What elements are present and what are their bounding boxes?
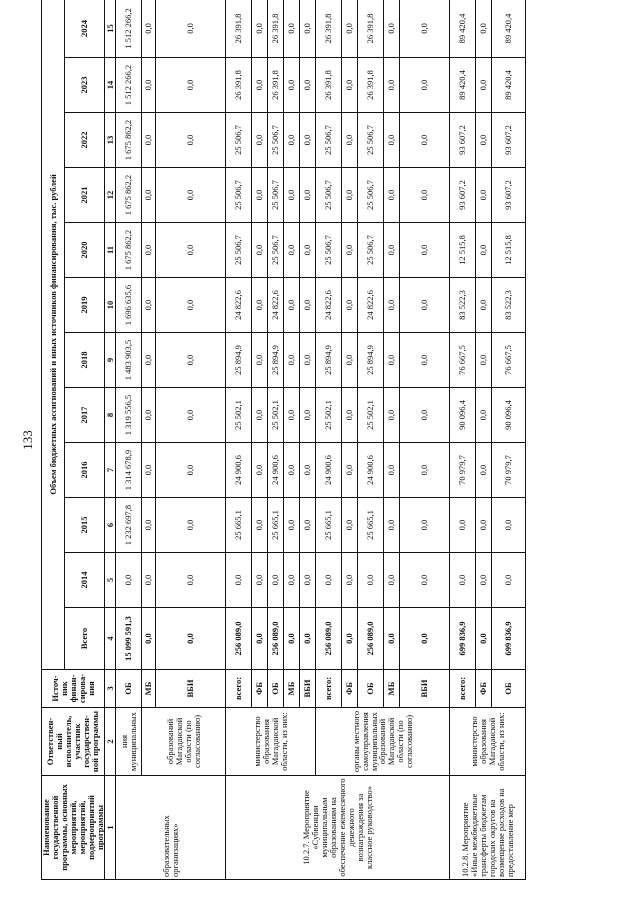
value-cell: 0,0 — [476, 223, 492, 278]
value-cell: 24 822,6 — [226, 278, 252, 333]
value-cell: 0,0 — [156, 278, 226, 333]
value-cell: 0,0 — [252, 498, 268, 553]
value-cell: 1 483 903,5 — [116, 333, 142, 388]
value-cell: 0,0 — [316, 553, 342, 608]
source-cell: МБ — [284, 670, 300, 708]
value-cell: 0,0 — [300, 333, 316, 388]
value-cell: 89 420,4 — [492, 58, 526, 113]
value-cell: 1 512 266,2 — [116, 58, 142, 113]
value-cell: 1 512 266,2 — [116, 0, 142, 58]
value-cell: 0,0 — [342, 443, 358, 498]
value-cell: 0,0 — [268, 553, 284, 608]
program-name-cell: 10.2.8. Мероприятие «Иные межбюджетные трансферты бюджетам городских округов на возмещение расходов на предоставление мер — [450, 776, 526, 880]
value-cell: 25 506,7 — [358, 223, 384, 278]
source-cell: ОБ — [358, 670, 384, 708]
value-cell: 25 502,1 — [268, 388, 284, 443]
value-cell: 25 506,7 — [268, 168, 284, 223]
value-cell: 0,0 — [284, 498, 300, 553]
value-cell: 0,0 — [142, 333, 156, 388]
value-cell: 25 506,7 — [226, 168, 252, 223]
value-cell: 0,0 — [156, 498, 226, 553]
value-cell: 0,0 — [142, 58, 156, 113]
responsible-cell: образований Магаданской области (по согласованию) — [142, 708, 226, 776]
value-cell: 0,0 — [300, 388, 316, 443]
value-cell: 24 900,6 — [268, 443, 284, 498]
value-cell: 0,0 — [384, 113, 400, 168]
value-cell: 0,0 — [284, 223, 300, 278]
value-cell: 0,0 — [400, 333, 450, 388]
value-cell: 25 506,7 — [316, 168, 342, 223]
value-cell: 26 391,8 — [268, 58, 284, 113]
value-cell: 0,0 — [156, 0, 226, 58]
value-cell: 25 506,7 — [358, 168, 384, 223]
value-cell: 24 822,6 — [358, 278, 384, 333]
value-cell: 25 502,1 — [226, 388, 252, 443]
value-cell: 24 822,6 — [268, 278, 284, 333]
value-cell: 0,0 — [142, 113, 156, 168]
source-cell: ФБ — [342, 670, 358, 708]
value-cell: 26 391,8 — [358, 58, 384, 113]
total-cell: 0,0 — [476, 608, 492, 670]
table-body — [116, 0, 526, 880]
value-cell: 26 391,8 — [226, 58, 252, 113]
total-cell: 0,0 — [252, 608, 268, 670]
value-cell: 93 607,2 — [492, 113, 526, 168]
value-cell: 0,0 — [156, 113, 226, 168]
value-cell: 25 506,7 — [268, 223, 284, 278]
value-cell: 25 894,9 — [226, 333, 252, 388]
value-cell: 0,0 — [116, 553, 142, 608]
value-cell: 0,0 — [384, 168, 400, 223]
value-cell: 1 319 556,5 — [116, 388, 142, 443]
value-cell: 25 502,1 — [316, 388, 342, 443]
value-cell: 89 420,4 — [450, 58, 476, 113]
value-cell: 0,0 — [476, 58, 492, 113]
value-cell: 0,0 — [342, 278, 358, 333]
value-cell: 0,0 — [252, 278, 268, 333]
value-cell: 89 420,4 — [492, 0, 526, 58]
value-cell: 0,0 — [156, 388, 226, 443]
value-cell: 0,0 — [400, 278, 450, 333]
source-cell: ОБ — [492, 670, 526, 708]
total-cell: 256 089,0 — [358, 608, 384, 670]
value-cell: 0,0 — [252, 113, 268, 168]
header-year: 2022 — [65, 113, 105, 168]
value-cell: 0,0 — [156, 333, 226, 388]
table-row — [316, 0, 342, 880]
value-cell: 0,0 — [342, 0, 358, 58]
total-cell: 0,0 — [300, 608, 316, 670]
value-cell: 0,0 — [384, 0, 400, 58]
total-cell: 15 099 591,3 — [116, 608, 142, 670]
header-name: Наименование государственной программы, основных мероприятий, мероприятий, подмероприятий программы — [42, 776, 105, 880]
value-cell: 90 096,4 — [450, 388, 476, 443]
value-cell: 12 515,8 — [492, 223, 526, 278]
header-year: 2024 — [65, 0, 105, 58]
value-cell: 26 391,8 — [358, 0, 384, 58]
value-cell: 83 522,3 — [492, 278, 526, 333]
source-cell: ОБ — [116, 670, 142, 708]
header-year: 2021 — [65, 168, 105, 223]
source-cell: всего: — [316, 670, 342, 708]
value-cell: 1 232 697,8 — [116, 498, 142, 553]
header-year: 2020 — [65, 223, 105, 278]
total-cell: 0,0 — [342, 608, 358, 670]
value-cell: 26 391,8 — [316, 0, 342, 58]
value-cell: 0,0 — [142, 0, 156, 58]
value-cell: 0,0 — [492, 553, 526, 608]
value-cell: 0,0 — [300, 113, 316, 168]
value-cell: 0,0 — [400, 0, 450, 58]
value-cell: 0,0 — [300, 498, 316, 553]
total-cell: 0,0 — [156, 608, 226, 670]
source-cell: всего: — [226, 670, 252, 708]
value-cell: 25 665,1 — [268, 498, 284, 553]
value-cell: 0,0 — [384, 278, 400, 333]
value-cell: 25 506,7 — [358, 113, 384, 168]
value-cell: 24 900,6 — [358, 443, 384, 498]
value-cell: 0,0 — [476, 113, 492, 168]
value-cell: 0,0 — [300, 443, 316, 498]
value-cell: 0,0 — [142, 168, 156, 223]
value-cell: 0,0 — [284, 388, 300, 443]
value-cell: 0,0 — [252, 333, 268, 388]
value-cell: 0,0 — [284, 0, 300, 58]
value-cell: 0,0 — [156, 553, 226, 608]
source-cell: всего: — [450, 670, 476, 708]
total-cell: 0,0 — [400, 608, 450, 670]
value-cell: 0,0 — [300, 223, 316, 278]
value-cell: 0,0 — [476, 278, 492, 333]
value-cell: 1 314 678,9 — [116, 443, 142, 498]
value-cell: 0,0 — [384, 58, 400, 113]
value-cell: 0,0 — [384, 553, 400, 608]
header-year: 2017 — [65, 388, 105, 443]
header-year: 2016 — [65, 443, 105, 498]
value-cell: 0,0 — [342, 553, 358, 608]
value-cell: 1 675 862,2 — [116, 223, 142, 278]
value-cell: 25 506,7 — [316, 223, 342, 278]
total-cell: 0,0 — [384, 608, 400, 670]
value-cell: 25 894,9 — [358, 333, 384, 388]
value-cell: 0,0 — [476, 443, 492, 498]
value-cell: 0,0 — [342, 113, 358, 168]
value-cell: 70 979,7 — [492, 443, 526, 498]
value-cell: 0,0 — [342, 388, 358, 443]
value-cell: 12 515,8 — [450, 223, 476, 278]
value-cell: 0,0 — [300, 553, 316, 608]
value-cell: 0,0 — [384, 223, 400, 278]
value-cell: 93 607,2 — [492, 168, 526, 223]
header-year: 2018 — [65, 333, 105, 388]
total-cell: 0,0 — [142, 608, 156, 670]
value-cell: 25 506,7 — [226, 113, 252, 168]
source-cell: ФБ — [476, 670, 492, 708]
value-cell: 0,0 — [450, 553, 476, 608]
value-cell: 0,0 — [400, 553, 450, 608]
value-cell: 0,0 — [384, 333, 400, 388]
value-cell: 0,0 — [284, 113, 300, 168]
value-cell: 0,0 — [476, 0, 492, 58]
responsible-cell: министерство образования Магаданской области, из них: — [450, 708, 526, 776]
value-cell: 0,0 — [400, 443, 450, 498]
value-cell: 0,0 — [142, 498, 156, 553]
rotated-document — [20, 0, 620, 880]
value-cell: 0,0 — [142, 443, 156, 498]
value-cell: 25 506,7 — [226, 223, 252, 278]
value-cell: 0,0 — [342, 223, 358, 278]
value-cell: 26 391,8 — [226, 0, 252, 58]
value-cell: 1 675 862,2 — [116, 113, 142, 168]
value-cell: 25 894,9 — [268, 333, 284, 388]
value-cell: 0,0 — [252, 553, 268, 608]
value-cell: 0,0 — [226, 553, 252, 608]
value-cell: 0,0 — [384, 388, 400, 443]
value-cell: 25 894,9 — [316, 333, 342, 388]
total-cell: 256 089,0 — [316, 608, 342, 670]
value-cell: 0,0 — [300, 278, 316, 333]
value-cell: 0,0 — [142, 553, 156, 608]
value-cell: 0,0 — [252, 223, 268, 278]
source-cell: ВБИ — [400, 670, 450, 708]
responsible-cell: ния муниципальных — [116, 708, 142, 776]
value-cell: 24 822,6 — [316, 278, 342, 333]
value-cell: 0,0 — [156, 58, 226, 113]
value-cell: 70 979,7 — [450, 443, 476, 498]
value-cell: 89 420,4 — [450, 0, 476, 58]
value-cell: 0,0 — [342, 58, 358, 113]
value-cell: 0,0 — [284, 333, 300, 388]
value-cell: 0,0 — [400, 498, 450, 553]
source-cell: МБ — [142, 670, 156, 708]
value-cell: 26 391,8 — [316, 58, 342, 113]
header-year: 2023 — [65, 58, 105, 113]
value-cell: 0,0 — [476, 168, 492, 223]
value-cell: 0,0 — [400, 388, 450, 443]
value-cell: 0,0 — [450, 498, 476, 553]
value-cell: 26 391,8 — [268, 0, 284, 58]
value-cell: 0,0 — [476, 498, 492, 553]
source-cell: МБ — [384, 670, 400, 708]
source-cell: ВБИ — [300, 670, 316, 708]
responsible-cell: органы местного самоуправления муниципальных образований Магаданской области (по согласованию) — [316, 708, 450, 776]
value-cell: 0,0 — [476, 333, 492, 388]
value-cell: 0,0 — [142, 388, 156, 443]
table-row — [226, 0, 252, 880]
total-cell: 699 836,9 — [450, 608, 476, 670]
table-row — [450, 0, 476, 880]
value-cell: 0,0 — [476, 388, 492, 443]
value-cell: 0,0 — [252, 443, 268, 498]
value-cell: 0,0 — [156, 223, 226, 278]
value-cell: 0,0 — [300, 58, 316, 113]
total-cell: 699 836,9 — [492, 608, 526, 670]
value-cell: 0,0 — [284, 443, 300, 498]
header-source: Источ-ник финан-сирова-ния — [42, 670, 105, 708]
value-cell: 0,0 — [342, 168, 358, 223]
value-cell: 0,0 — [476, 553, 492, 608]
value-cell: 83 522,3 — [450, 278, 476, 333]
table-row — [116, 0, 142, 880]
value-cell: 0,0 — [284, 553, 300, 608]
value-cell: 0,0 — [284, 58, 300, 113]
value-cell: 0,0 — [400, 113, 450, 168]
value-cell: 93 607,2 — [450, 168, 476, 223]
value-cell: 0,0 — [156, 443, 226, 498]
program-name-cell: образовательных организациях» — [116, 776, 226, 880]
value-cell: 0,0 — [400, 58, 450, 113]
value-cell: 1 696 635,6 — [116, 278, 142, 333]
responsible-cell: министерство образования Магаданской области, из них: — [226, 708, 316, 776]
value-cell: 0,0 — [252, 0, 268, 58]
value-cell: 0,0 — [300, 168, 316, 223]
value-cell: 0,0 — [142, 278, 156, 333]
header-year: 2015 — [65, 498, 105, 553]
value-cell: 0,0 — [284, 168, 300, 223]
header-volume: Объем бюджетных ассигнований и иных источников финансирования, тыс. рублей — [42, 0, 65, 670]
value-cell: 0,0 — [252, 388, 268, 443]
value-cell: 25 506,7 — [268, 113, 284, 168]
page-number: 133 — [20, 430, 35, 450]
value-cell: 25 665,1 — [358, 498, 384, 553]
value-cell: 1 675 862,2 — [116, 168, 142, 223]
value-cell: 0,0 — [142, 223, 156, 278]
column-index-row: 1 2 3 4 5 6 7 8 9 10 11 12 13 14 15 — [105, 0, 116, 880]
value-cell: 0,0 — [400, 168, 450, 223]
value-cell: 0,0 — [384, 498, 400, 553]
value-cell: 0,0 — [400, 223, 450, 278]
value-cell: 25 502,1 — [358, 388, 384, 443]
value-cell: 93 607,2 — [450, 113, 476, 168]
value-cell: 0,0 — [384, 443, 400, 498]
header-responsible: Ответствен-ный исполнитель, участник государствен-ной программы — [42, 708, 105, 776]
source-cell: ОБ — [268, 670, 284, 708]
financing-table — [41, 0, 526, 880]
value-cell: 24 900,6 — [226, 443, 252, 498]
source-cell: ВБИ — [156, 670, 226, 708]
source-cell: ФБ — [252, 670, 268, 708]
value-cell: 0,0 — [252, 58, 268, 113]
value-cell: 0,0 — [342, 333, 358, 388]
value-cell: 76 667,5 — [450, 333, 476, 388]
table-row — [142, 0, 156, 880]
header-year: 2014 — [65, 553, 105, 608]
value-cell: 25 665,1 — [226, 498, 252, 553]
value-cell: 90 096,4 — [492, 388, 526, 443]
value-cell: 0,0 — [492, 498, 526, 553]
program-name-cell: 10.2.7. Мероприятие «Субвенции муниципальным образованиям на обеспечение ежемесячного денежного вознаграждения за классное руководство» — [226, 776, 450, 880]
total-cell: 256 089,0 — [268, 608, 284, 670]
value-cell: 0,0 — [284, 278, 300, 333]
value-cell: 0,0 — [342, 498, 358, 553]
value-cell: 0,0 — [358, 553, 384, 608]
value-cell: 25 506,7 — [316, 113, 342, 168]
value-cell: 0,0 — [252, 168, 268, 223]
value-cell: 0,0 — [156, 168, 226, 223]
value-cell: 0,0 — [300, 0, 316, 58]
total-cell: 256 089,0 — [226, 608, 252, 670]
header-year: 2019 — [65, 278, 105, 333]
value-cell: 25 665,1 — [316, 498, 342, 553]
header-total: Всего — [65, 608, 105, 670]
value-cell: 76 667,5 — [492, 333, 526, 388]
value-cell: 24 900,6 — [316, 443, 342, 498]
total-cell: 0,0 — [284, 608, 300, 670]
